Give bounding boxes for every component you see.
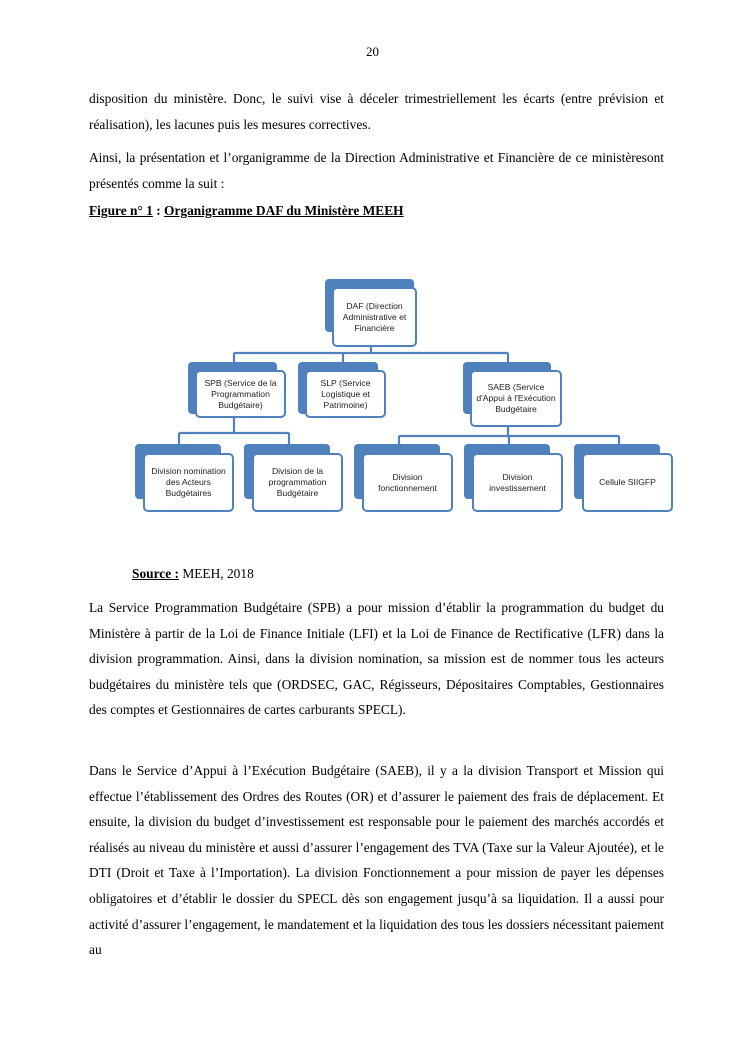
org-node-slp: SLP (Service Logistique et Patrimoine) [298,362,386,418]
figure-source [132,566,254,582]
org-node-division-fonctionnement: Division fonctionnement [354,444,453,512]
page-number: 20 [366,44,379,59]
source-text: MEEH, 2018 [179,566,254,581]
paragraph-spb: La Service Programmation Budgétaire (SPB) a pour mission d’établir la programmation du budget du Ministère à partir de la Loi de Finance Initiale (LFI) et la Loi de Finance de Rectificative (LFR) dans la division programmation. Ainsi, dans la division nomination, sa mission est de nommer tous les acteurs budgétaires du ministère tels que (ORDSEC, GAC, Régisseurs, Dépositaires Comptables, Gestionnaires des comptes et Gestionnaires de cartes carburants SPECL). [89,600,664,718]
org-node-division-programmation: Division de la programmation Budgétaire [244,444,343,512]
figure-label: Figure n° 1 [89,203,153,218]
org-node-spb: SPB (Service de la Programmation Budgétaire) [188,362,286,418]
org-node-saeb: SAEB (Service d'Appui à l'Exécution Budgétaire [463,362,562,427]
org-node-daf: DAF (Direction Administrative et Financière [325,279,417,347]
org-node-division-investissement: Division investissement [464,444,563,512]
source-label: Source : [132,566,179,581]
paragraph-intro: disposition du ministère. Donc, le suivi vise à déceler trimestriellement les écarts (entre prévision et réalisation), les lacunes puis les mesures correctives. [89,91,664,132]
paragraph-saeb: Dans le Service d’Appui à l’Exécution Budgétaire (SAEB), il y a la division Transport et Mission qui effectue l’établissement des Ordres des Routes (OR) et d’assurer le paiement des frais de déplacement. Et ensuite, la division du budget d’investissement est responsable pour le paiement des marchés accordés et réalisés au niveau du ministère et aussi d’assurer l’engagement des TVA (Taxe sur la Valeur Ajoutée), et le DTI (Droit et Taxe à l’Importation). La division Fonctionnement a pour mission de payer les dépenses obligatoires et d’établir le dossier du SPECL dès son engagement jusqu’à sa liquidation. Il a aussi pour activité d’assurer l’engagement, le mandatement et la liquidation des tous les dossiers nécessitant paiement au [89,763,664,958]
figure-title: Organigramme DAF du Ministère MEEH [164,203,404,218]
org-node-cellule-siigfp: Cellule SIIGFP [574,444,673,512]
paragraph-presentation: Ainsi, la présentation et l’organigramme de la Direction Administrative et Financière de ce ministèresont présentés comme la suit : [89,150,664,191]
org-node-division-nomination: Division nomination des Acteurs Budgétaires [135,444,234,512]
figure-caption [89,203,404,219]
figure-separator: : [152,203,165,218]
